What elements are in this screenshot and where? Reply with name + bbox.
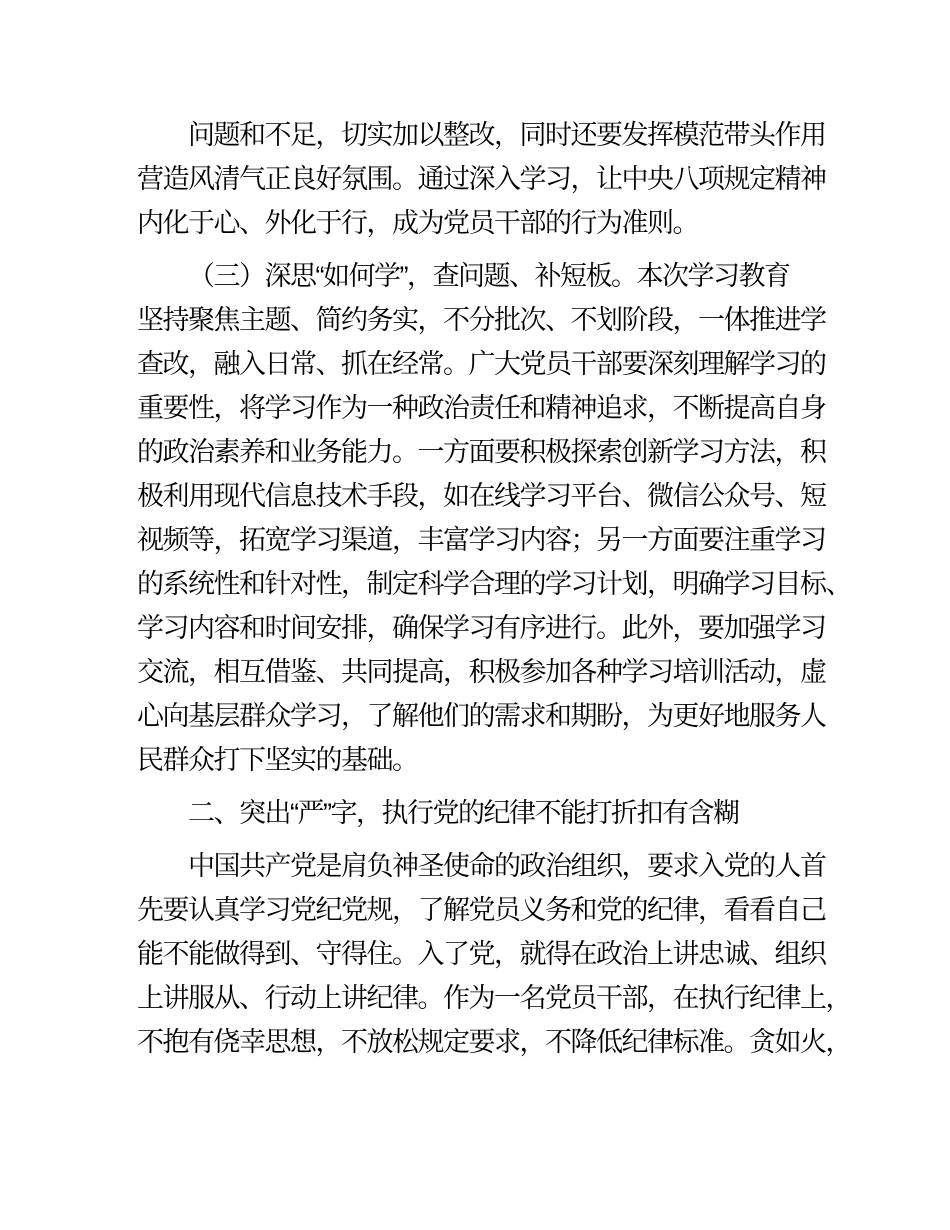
text-line: 营造风清气正良好氛围。通过深入学习，让中央八项规定精神 [137, 164, 826, 194]
text-line: （三）深思“如何学”，查问题、补短板。本次学习教育 [188, 261, 790, 291]
heading-line: 二、突出“严”字，执行党的纪律不能打折扣有含糊 [188, 798, 739, 828]
text-line: 交流，相互借鉴、共同提高，积极参加各种学习培训活动，虚 [137, 657, 826, 687]
text-line: 学习内容和时间安排，确保学习有序进行。此外，要加强学习 [137, 613, 826, 643]
text-line: 极利用现代信息技术手段，如在线学习平台、微信公众号、短 [137, 481, 826, 511]
text-line: 的系统性和针对性，制定科学合理的学习计划，明确学习目标、 [137, 569, 851, 599]
text-line: 民群众打下坚实的基础。 [137, 745, 418, 775]
text-line: 的政治素养和业务能力。一方面要积极探索创新学习方法，积 [137, 437, 826, 467]
text-line: 重要性，将学习作为一种政治责任和精神追求，不断提高自身 [137, 393, 826, 423]
text-line: 上讲服从、行动上讲纪律。作为一名党员干部，在执行纪律上， [137, 983, 851, 1013]
text-line: 坚持聚焦主题、简约务实，不分批次、不划阶段，一体推进学 [137, 305, 826, 335]
section-heading-two [137, 791, 827, 835]
text-line: 视频等，拓宽学习渠道，丰富学习内容；另一方面要注重学习 [137, 525, 826, 555]
text-line: 内化于心、外化于行，成为党员干部的行为准则。 [137, 208, 698, 238]
text-line: 问题和不足，切实加以整改，同时还要发挥模范带头作用 [188, 120, 826, 150]
paragraph-subsection-three [137, 254, 851, 782]
text-line: 查改，融入日常、抓在经常。广大党员干部要深刻理解学习的 [137, 349, 826, 379]
document-body [137, 113, 851, 1064]
text-line: 中国共产党是肩负神圣使命的政治组织，要求入党的人首 [188, 851, 826, 881]
text-line: 不抱有侥幸思想，不放松规定要求，不降低纪律标准。贪如火， [137, 1027, 851, 1057]
text-line: 心向基层群众学习，了解他们的需求和期盼，为更好地服务人 [137, 701, 826, 731]
paragraph-continuation [137, 113, 827, 245]
paragraph-discipline [137, 844, 851, 1064]
text-line: 能不能做得到、守得住。入了党，就得在政治上讲忠诚、组织 [137, 939, 826, 969]
text-line: 先要认真学习党纪党规，了解党员义务和党的纪律，看看自己 [137, 895, 826, 925]
